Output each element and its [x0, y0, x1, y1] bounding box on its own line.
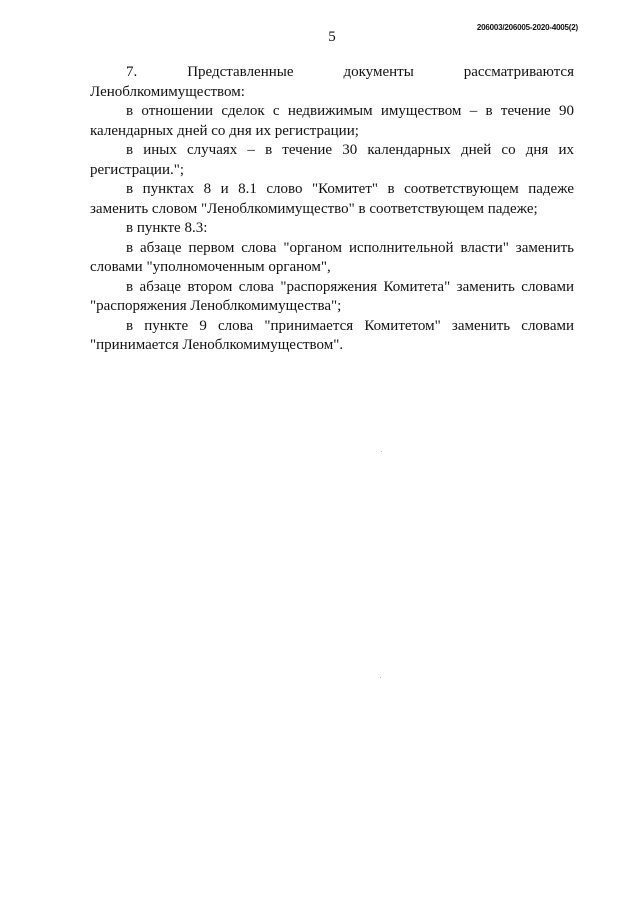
- paragraph-other-cases: в иных случаях – в течение 30 календарных дней со дня их регистрации.";: [90, 142, 574, 178]
- page-number: 5: [328, 29, 336, 45]
- paragraph-second-subparagraph: в абзаце втором слова "распоряжения Комитета" заменить словами "распоряжения Леноблкомимущества";: [90, 278, 574, 314]
- document-code: 206003/206005-2020-4005(2): [476, 23, 578, 32]
- paragraph-items-8-8-1: в пунктах 8 и 8.1 слово "Комитет" в соответствующем падеже заменить словом "Леноблкомимущество" в соответствующем падеже;: [90, 181, 574, 217]
- paragraph-item-7: 7. Представленные документы рассматриваются Леноблкомимуществом:: [90, 64, 574, 100]
- scan-speck: [381, 451, 382, 452]
- paragraph-item-9: в пункте 9 слова "принимается Комитетом" заменить словами "принимается Леноблкомимуществом".: [90, 317, 574, 353]
- paragraph-first-subparagraph: в абзаце первом слова "органом исполнительной власти" заменить словами "уполномоченным органом",: [90, 239, 574, 275]
- paragraph-item-8-3: в пункте 8.3:: [126, 220, 208, 236]
- document-body: [90, 63, 574, 356]
- scan-speck: [380, 677, 381, 678]
- paragraph-real-estate-deals: в отношении сделок с недвижимым имуществом – в течение 90 календарных дней со дня их регистрации;: [90, 103, 574, 139]
